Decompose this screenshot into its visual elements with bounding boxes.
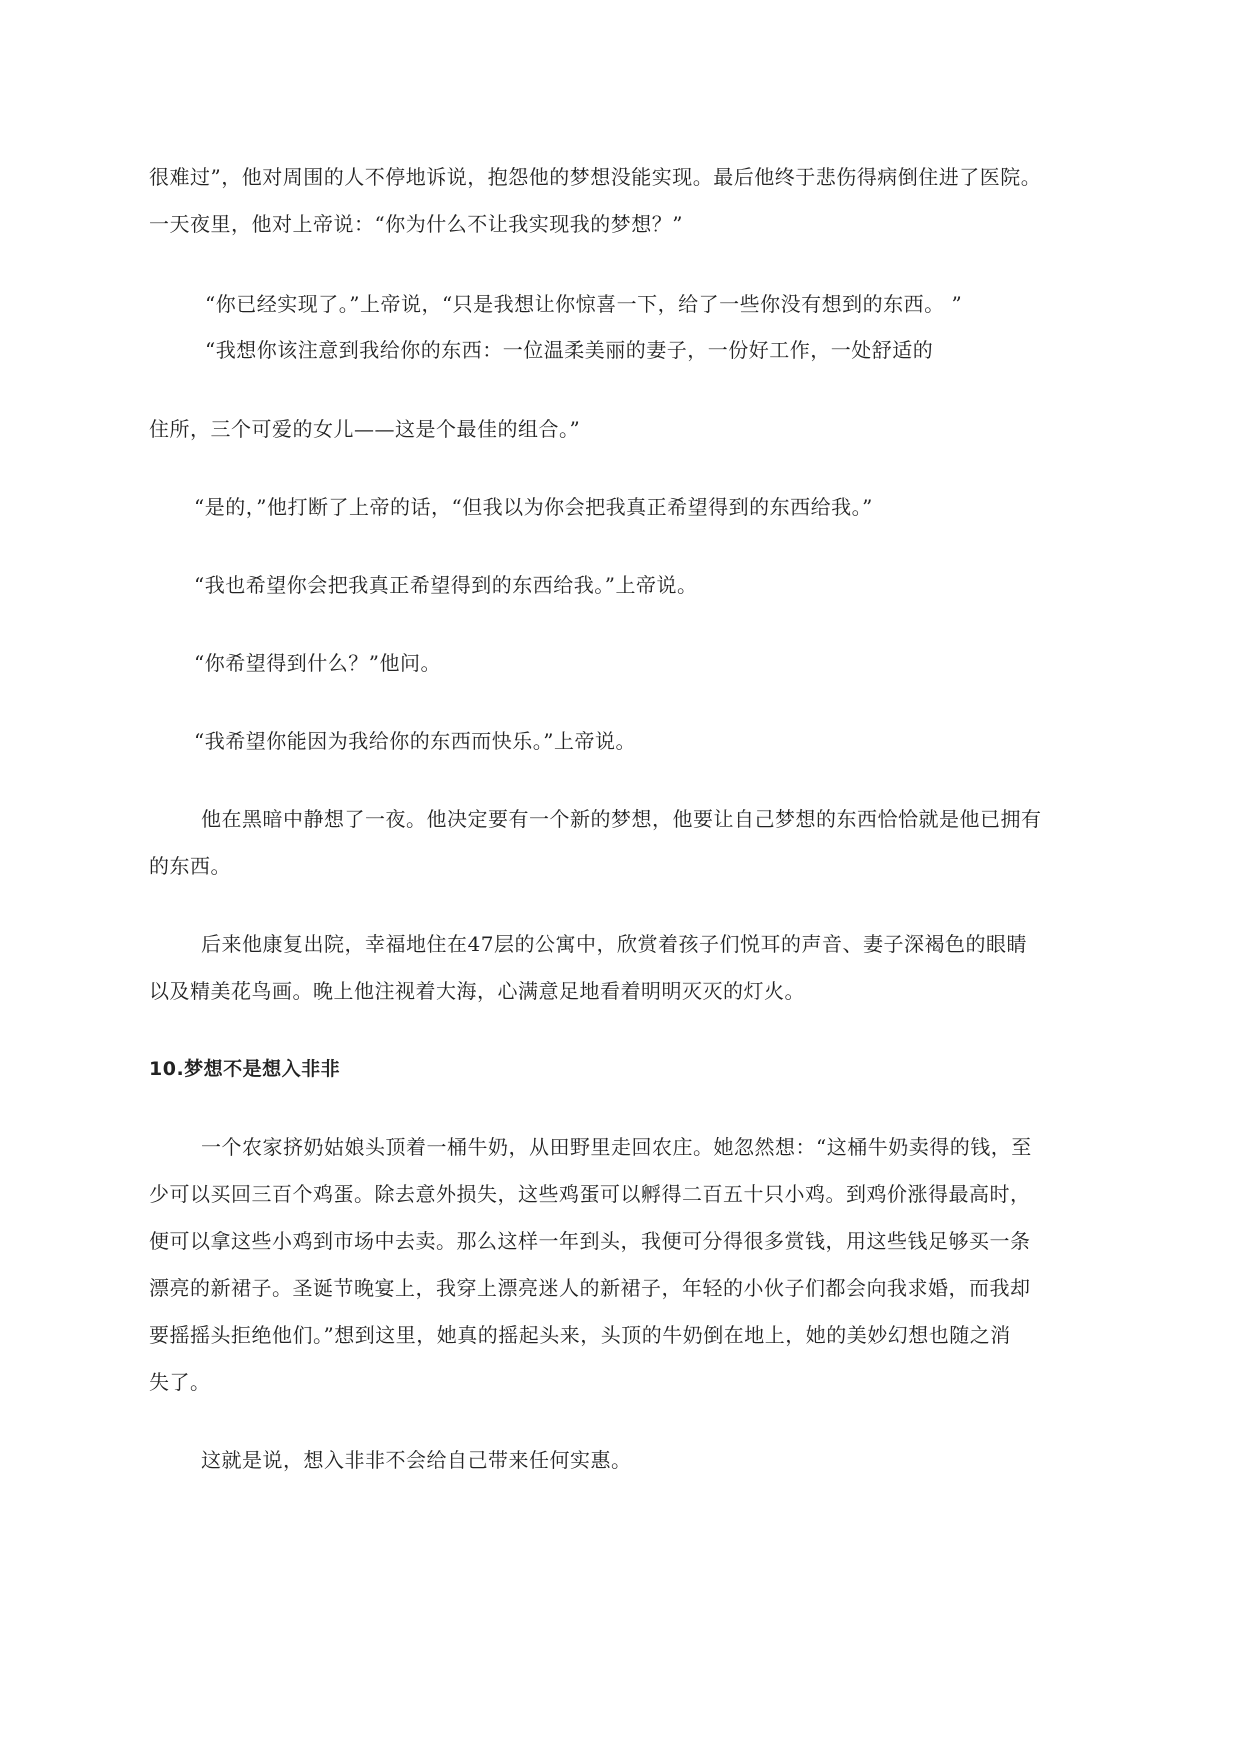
text-line: 少可以买回三百个鸡蛋。除去意外损失，这些鸡蛋可以孵得二百五十只小鸡。到鸡价涨得最高时， (149, 1182, 1031, 1206)
text-line: “我想你该注意到我给你的东西：一位温柔美丽的妻子，一份好工作，一处舒适的 (205, 338, 934, 362)
section-heading: 10.梦想不是想入非非 (149, 1058, 341, 1080)
text-line: 漂亮的新裙子。圣诞节晚宴上，我穿上漂亮迷人的新裙子，年轻的小伙子们都会向我求婚，而我却 (149, 1276, 1031, 1300)
text-line: 一个农家挤奶姑娘头顶着一桶牛奶，从田野里走回农庄。她忽然想：“这桶牛奶卖得的钱，至 (201, 1135, 1032, 1159)
text-line: 他在黑暗中静想了一夜。他决定要有一个新的梦想，他要让自己梦想的东西恰恰就是他已拥有 (201, 807, 1042, 831)
text-line: 要摇摇头拒绝他们。”想到这里，她真的摇起头来，头顶的牛奶倒在地上，她的美妙幻想也随之消 (149, 1323, 1011, 1347)
text-line: 的东西。 (149, 854, 231, 878)
text-line: 很难过”，他对周围的人不停地诉说，抱怨他的梦想没能实现。最后他终于悲伤得病倒住进了医院。 (149, 165, 1042, 189)
text-line: 住所，三个可爱的女儿——这是个最佳的组合。” (149, 417, 581, 441)
text-line: 失了。 (149, 1370, 211, 1394)
text-line: “你希望得到什么？”他问。 (194, 651, 441, 675)
text-line: “我希望你能因为我给你的东西而快乐。”上帝说。 (194, 729, 636, 753)
text-line: 便可以拿这些小鸡到市场中去卖。那么这样一年到头，我便可分得很多赏钱，用这些钱足够买一条 (149, 1229, 1031, 1253)
text-line: 一天夜里，他对上帝说：“你为什么不让我实现我的梦想？” (149, 212, 683, 236)
text-line: 后来他康复出院，幸福地住在47层的公寓中，欣赏着孩子们悦耳的声音、妻子深褐色的眼睛 (201, 932, 1027, 956)
text-line: “你已经实现了。”上帝说，“只是我想让你惊喜一下，给了一些你没有想到的东西。 ” (205, 292, 963, 316)
text-line: “是的，”他打断了上帝的话，“但我以为你会把我真正希望得到的东西给我。” (194, 495, 873, 519)
text-line: 这就是说，想入非非不会给自己带来任何实惠。 (201, 1448, 632, 1472)
text-line: 以及精美花鸟画。晚上他注视着大海，心满意足地看着明明灭灭的灯火。 (149, 979, 805, 1003)
text-line: “我也希望你会把我真正希望得到的东西给我。”上帝说。 (194, 573, 698, 597)
